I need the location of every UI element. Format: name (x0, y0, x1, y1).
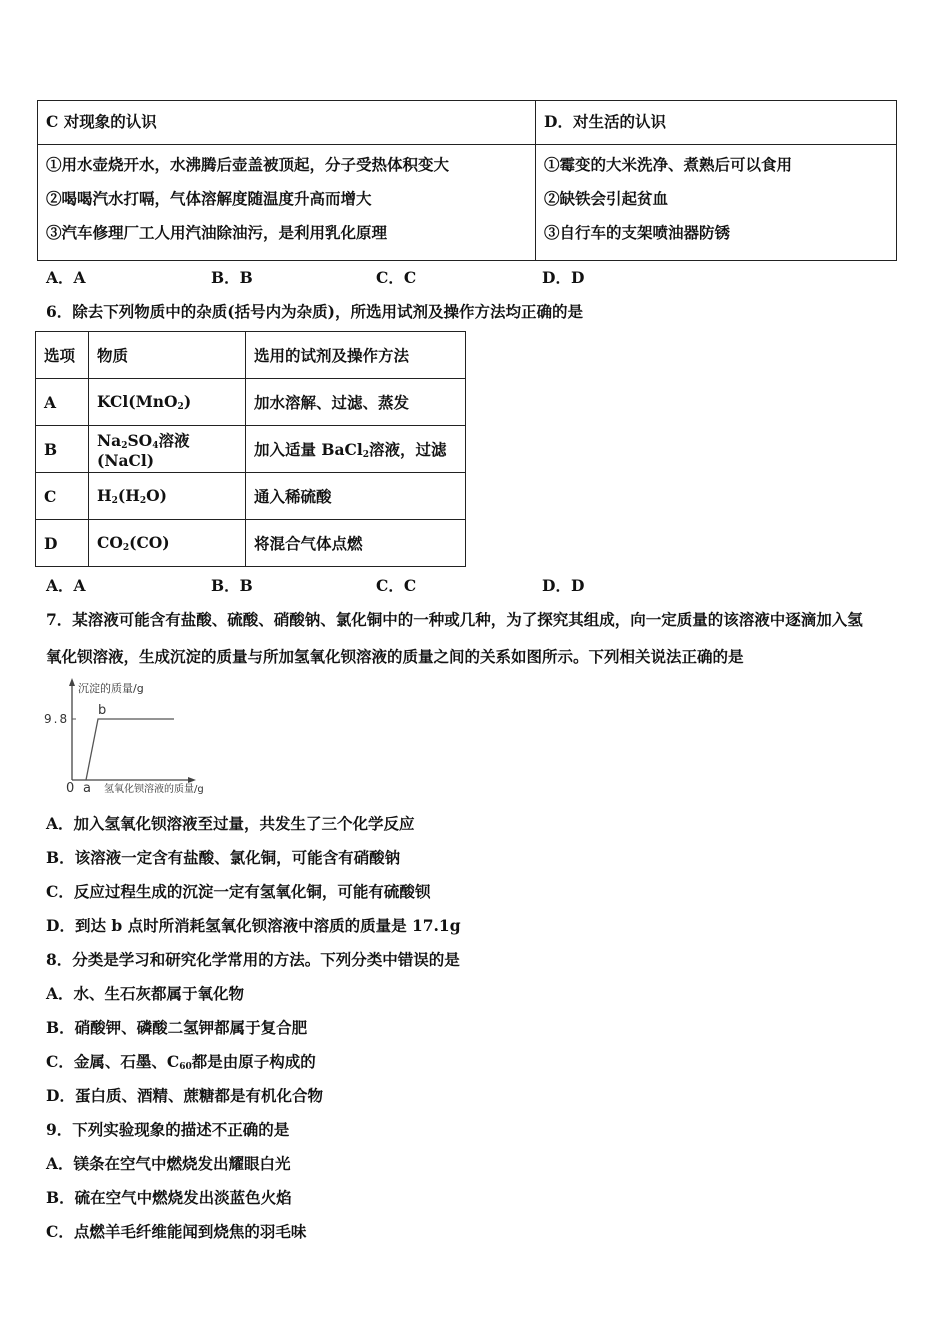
option-b: B．B (211, 268, 253, 287)
q9-option-a: A．镁条在空气中燃烧发出耀眼白光 (46, 1154, 291, 1173)
text: O) (146, 486, 168, 505)
x-axis-arrow (188, 777, 196, 783)
text: KCl(MnO (97, 392, 178, 411)
table-row (36, 520, 466, 567)
option-cell: C (36, 473, 89, 520)
option-cell: B (36, 426, 89, 473)
q7-option-c: C．反应过程生成的沉淀一定有氢氧化铜，可能有硫酸钡 (46, 882, 431, 901)
subscript: 2 (139, 496, 147, 506)
text: (CO) (129, 533, 170, 552)
table-cell-left (38, 145, 536, 261)
comparison-table (37, 100, 897, 261)
method-cell (246, 426, 466, 473)
q8-option-c (46, 1050, 316, 1072)
list-item: ①霉变的大米洗净、煮熟后可以食用 (544, 155, 793, 174)
point-a-label: a (83, 781, 91, 796)
table-header: 选用的试剂及操作方法 (246, 332, 466, 379)
table-row (36, 426, 466, 473)
text: H (97, 486, 112, 505)
option-cell: D (36, 520, 89, 567)
q8-stem: 8．分类是学习和研究化学常用的方法。下列分类中错误的是 (46, 950, 460, 969)
option-c: C．C (376, 576, 417, 595)
y-axis-label: 沉淀的质量/g (78, 682, 144, 695)
q8-option-d: D．蛋白质、酒精、蔗糖都是有机化合物 (46, 1086, 323, 1105)
list-item: ③汽车修理厂工人用汽油除油污，是利用乳化原理 (46, 223, 388, 242)
substance-cell (89, 379, 246, 426)
table-header: 物质 (89, 332, 246, 379)
x-axis-label: 氢氧化钡溶液的质量/g (104, 784, 204, 795)
subscript: 60 (179, 1062, 192, 1072)
q9-option-b: B．硫在空气中燃烧发出淡蓝色火焰 (46, 1188, 292, 1207)
option-c: C．C (376, 268, 417, 287)
text: ) (183, 392, 192, 411)
subscript: 2 (111, 496, 118, 506)
table-header-right: D．对生活的认识 (536, 101, 897, 145)
option-d: D．D (542, 268, 585, 287)
q7-stem-line2: 氧化钡溶液，生成沉淀的质量与所加氢氧化钡溶液的质量之间的关系如图所示。下列相关说法正确的是 (46, 647, 744, 666)
text: (H (117, 486, 140, 505)
subscript: 2 (121, 440, 128, 451)
table-header: 选项 (36, 332, 89, 379)
text: 溶液(NaCl) (97, 430, 190, 470)
q7-option-a: A．加入氢氧化钡溶液至过量，共发生了三个化学反应 (46, 814, 415, 833)
q6-stem: 6．除去下列物质中的杂质(括号内为杂质)，所选用试剂及操作方法均正确的是 (46, 302, 583, 321)
substance-cell (89, 520, 246, 567)
point-b-label: b (98, 703, 107, 718)
text: Na (97, 430, 122, 450)
text: SO (127, 430, 153, 450)
q6-table (35, 331, 466, 567)
q8-option-a: A．水、生石灰都属于氧化物 (46, 984, 245, 1003)
q5-options (46, 266, 746, 288)
text: 都是由原子构成的 (191, 1052, 316, 1071)
list-item: ②缺铁会引起贫血 (544, 189, 669, 208)
precipitate-curve (86, 719, 174, 780)
table-header-left: C 对现象的认识 (38, 101, 536, 145)
q7-option-b: B．该溶液一定含有盐酸、氯化铜，可能含有硝酸钠 (46, 848, 401, 867)
option-a: A．A (46, 268, 86, 287)
q8-option-b: B．硝酸钾、磷酸二氢钾都属于复合肥 (46, 1018, 308, 1037)
subscript: 4 (152, 440, 159, 451)
y-value-label: 9.8 (44, 712, 70, 726)
option-d: D．D (542, 576, 585, 595)
subscript: 2 (122, 543, 130, 553)
precipitate-graph (40, 676, 240, 801)
q9-option-c: C．点燃羊毛纤维能闻到烧焦的羽毛味 (46, 1222, 307, 1241)
method-cell: 通入稀硫酸 (246, 473, 466, 520)
origin-label: 0 (66, 781, 75, 796)
method-cell: 将混合气体点燃 (246, 520, 466, 567)
text: C．金属、石墨、C (46, 1052, 180, 1071)
table-row (36, 473, 466, 520)
q7-stem-line1: 7．某溶液可能含有盐酸、硫酸、硝酸钠、氯化铜中的一种或几种，为了探究其组成，向一定质量的该溶液中逐滴加入氢 (46, 610, 863, 629)
text: 溶液，过滤 (369, 440, 447, 459)
q6-options (46, 574, 746, 596)
subscript: 2 (177, 402, 184, 412)
option-a: A．A (46, 576, 86, 595)
list-item: ①用水壶烧开水，水沸腾后壶盖被顶起，分子受热体积变大 (46, 155, 450, 174)
list-item: ③自行车的支架喷油器防锈 (544, 223, 731, 242)
text: 加入适量 BaCl (254, 440, 363, 459)
table-row (36, 379, 466, 426)
q9-stem: 9．下列实验现象的描述不正确的是 (46, 1120, 290, 1139)
option-b: B．B (211, 576, 253, 595)
q7-option-d: D．到达 b 点时所消耗氢氧化钡溶液中溶质的质量是 17.1g (46, 916, 461, 935)
subscript: 2 (362, 450, 370, 460)
option-cell: A (36, 379, 89, 426)
list-item: ②喝喝汽水打嗝，气体溶解度随温度升高而增大 (46, 189, 372, 208)
table-cell-right (536, 145, 897, 261)
substance-cell (89, 426, 246, 473)
method-cell: 加水溶解、过滤、蒸发 (246, 379, 466, 426)
substance-cell (89, 473, 246, 520)
y-axis-arrow (69, 678, 75, 686)
text: CO (97, 533, 123, 552)
